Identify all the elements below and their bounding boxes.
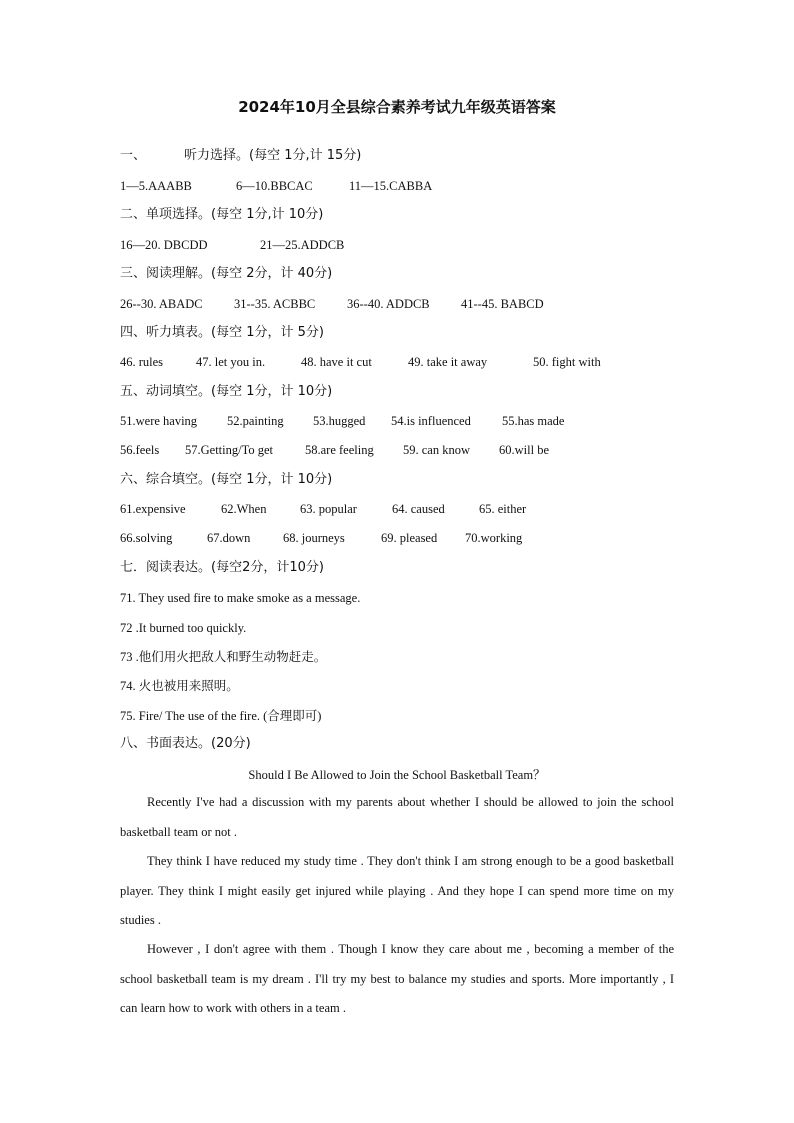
answer-73: 73 .他们用火把敌人和野生动物赶走。 [120, 650, 327, 664]
answer-item: 53.hugged [313, 414, 366, 428]
answer-group: 1—5.AAABB [120, 179, 192, 193]
section-3-answers [120, 296, 544, 312]
answer-group: 16—20. DBCDD [120, 238, 208, 252]
section-1-number: 一、 [120, 148, 147, 163]
answer-75: 75. Fire/ The use of the fire. (合理即可) [120, 709, 322, 723]
answer-group: 11—15.CABBA [349, 179, 433, 193]
answer-item: 57.Getting/To get [185, 443, 274, 457]
answer-item: 60.will be [499, 443, 549, 457]
answer-item: 54.is influenced [391, 414, 471, 428]
answer-74: 74. 火也被用来照明。 [120, 679, 239, 693]
answer-item: 51.were having [120, 414, 198, 428]
section-6-heading: 六、综合填空。(每空 1分，计 10分) [120, 472, 333, 487]
answer-item: 48. have it cut [301, 355, 372, 369]
answer-item: 49. take it away [408, 355, 488, 369]
answer-item: 67.down [207, 531, 251, 545]
answer-item: 62.When [221, 502, 267, 516]
answer-item: 47. let you in. [196, 355, 266, 369]
section-5-row-2 [120, 442, 549, 458]
section-1-label: 听力选择。(每空 1分,计 15分) [184, 148, 362, 163]
answer-group: 41--45. BABCD [461, 297, 544, 311]
section-6-row-2 [120, 530, 522, 546]
answer-item: 52.painting [227, 414, 284, 428]
answer-item: 61.expensive [120, 502, 186, 516]
section-2-heading: 二、单项选择。(每空 1分,计 10分) [120, 207, 324, 222]
answer-group: 26--30. ABADC [120, 297, 203, 311]
answer-71: 71. They used fire to make smoke as a message. [120, 591, 361, 605]
section-6-row-1 [120, 501, 526, 517]
answer-group: 36--40. ADDCB [347, 297, 430, 311]
answer-item: 46. rules [120, 355, 164, 369]
section-1-answers [120, 178, 432, 194]
page-title: 2024年10月全县综合素养考试九年级英语答案 [238, 98, 556, 116]
answer-item: 64. caused [392, 502, 445, 516]
answer-72: 72 .It burned too quickly. [120, 621, 247, 635]
section-4-heading: 四、听力填表。(每空 1分，计 5分) [120, 325, 324, 340]
answer-group: 31--35. ACBBC [234, 297, 316, 311]
section-5-heading: 五、动词填空。(每空 1分，计 10分) [120, 384, 333, 399]
answer-item: 59. can know [403, 443, 470, 457]
section-3-heading: 三、阅读理解。(每空 2分，计 40分) [120, 266, 333, 281]
section-4-answers [120, 354, 601, 370]
essay-paragraph-2: They think I have reduced my study time . They don't think I am strong enough to be a good basketball player. They think I might easily get injured while playing . And they hope I can spend more time on my studies . [120, 854, 674, 927]
section-2-answers [120, 237, 344, 253]
section-1-heading [120, 148, 361, 164]
section-5-row-1 [120, 413, 564, 429]
essay-title: Should I Be Allowed to Join the School Basketball Team？ [248, 768, 546, 782]
answer-item: 68. journeys [283, 531, 345, 545]
essay-paragraph-3: However , I don't agree with them . Though I know they care about me , becoming a member of the school basketball team is my dream . I'll try my best to balance my studies and sports. More importantly , I can learn how to work with others in a team . [120, 942, 674, 1015]
answer-item: 58.are feeling [305, 443, 374, 457]
answer-item: 63. popular [300, 502, 357, 516]
section-8-heading: 八、书面表达。(20分) [120, 736, 251, 751]
answer-item: 50. fight with [533, 355, 601, 369]
answer-item: 70.working [465, 531, 523, 545]
answer-item: 56.feels [120, 443, 160, 457]
answer-item: 66.solving [120, 531, 173, 545]
section-7-heading: 七．阅读表达。(每空2分，计10分) [120, 560, 324, 575]
answer-item: 55.has made [502, 414, 565, 428]
answer-group: 21—25.ADDCB [260, 238, 345, 252]
answer-group: 6—10.BBCAC [236, 179, 313, 193]
essay-paragraph-1: Recently I've had a discussion with my parents about whether I should be allowed to join the school basketball team or not . [120, 795, 674, 839]
answer-item: 69. pleased [381, 531, 438, 545]
answer-item: 65. either [479, 502, 527, 516]
